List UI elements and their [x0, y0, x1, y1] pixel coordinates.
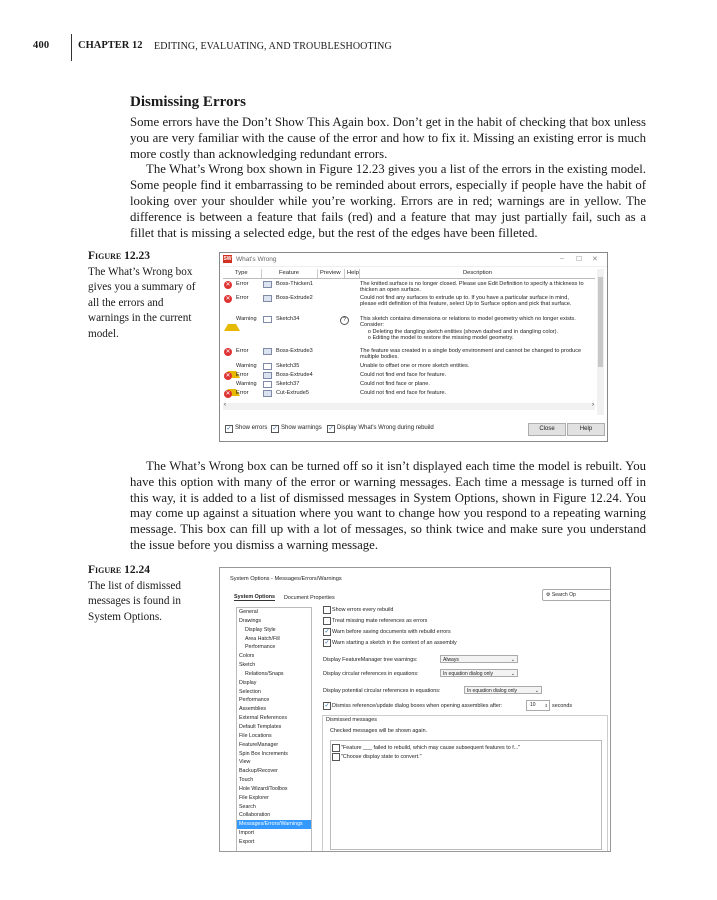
potential-circular-label: Display potential circular references in equations: — [323, 688, 441, 694]
tree-item[interactable]: FeatureManager — [239, 741, 279, 748]
page-number: 400 — [33, 40, 50, 51]
checkbox-checked-icon: ✓ — [272, 426, 278, 432]
maximize-icon[interactable]: ☐ — [576, 256, 583, 263]
row-feature: Cut-Extrude5 — [276, 390, 309, 396]
show-warnings-checkbox[interactable] — [271, 425, 322, 433]
tree-item[interactable]: Touch — [239, 777, 254, 784]
dismissed-messages-heading: Dismissed messages — [326, 717, 377, 723]
figure-12-24-caption-block — [88, 563, 200, 625]
seconds-label: seconds — [552, 703, 573, 709]
vertical-scrollbar[interactable] — [597, 269, 604, 415]
checkbox-label: Show errors — [235, 425, 268, 431]
treat-mate-errors-checkbox[interactable] — [323, 617, 331, 625]
row-description: The knitted surface is no longer closed. Please use Edit Definition to specify a thickness to thicken an open surface. — [360, 281, 584, 294]
tree-item[interactable]: Area Hatch/Fill — [245, 635, 280, 642]
feature-icon — [263, 295, 272, 302]
warn-sketch-assembly-checkbox[interactable]: ✓ — [324, 640, 330, 646]
figure-caption: The What’s Wrong box gives you a summary of all the errors and warnings in the current model. — [88, 265, 196, 340]
potential-circular-dropdown[interactable] — [464, 686, 542, 694]
tree-item[interactable]: Import — [239, 830, 255, 837]
header-divider — [71, 34, 72, 61]
error-icon: ✕ — [225, 296, 231, 302]
help-icon[interactable]: ? — [340, 316, 349, 325]
scroll-left-icon[interactable]: ‹ — [224, 402, 226, 408]
dismissed-message: "Feature ___ failed to rebuild, which may cause subsequent features to f..." — [341, 745, 521, 751]
tree-item[interactable]: Display — [239, 679, 257, 686]
row-description: Unable to offset one or more sketch entities. — [360, 363, 470, 369]
figure-caption: The list of dismissed messages is found in System Options. — [88, 579, 181, 623]
option-label: Warn starting a sketch in the context of an assembly — [332, 640, 457, 646]
dismissed-message: "Choose display state to convert." — [341, 754, 422, 760]
row-type: Error — [236, 295, 249, 301]
search-options-box[interactable] — [542, 589, 611, 601]
tree-item[interactable]: Assemblies — [239, 706, 267, 713]
close-icon[interactable]: ✕ — [592, 256, 598, 263]
checkbox-label: Display What's Wrong during rebuild — [337, 425, 434, 431]
column-type[interactable]: Type — [235, 270, 248, 276]
dialog-title: What's Wrong — [236, 256, 277, 263]
fm-tree-warnings-dropdown[interactable] — [440, 655, 518, 663]
option-label: Show errors every rebuild — [332, 607, 394, 613]
tree-item[interactable]: File Locations — [239, 732, 272, 739]
dismiss-dialog-checkbox[interactable]: ✓ — [324, 703, 330, 709]
paragraph-3: The What’s Wrong box can be turned off so it isn’t displayed each time the model is rebuilt. You have this option with many of the error or warning messages. Each time a message is turned off in this way, it is added to a list of dismissed messages in System Options, shown in Figure 12.24. You may come up against a situation where you want to change how you respond to a repeating warning message. This box can fill up with a lot of messages, so think twice and make sure you understand the issue before you dismiss a warning message. — [130, 459, 646, 552]
column-preview[interactable]: Preview — [320, 270, 341, 276]
fm-tree-warnings-label: Display FeatureManager tree warnings: — [323, 657, 418, 663]
row-feature: Sketch37 — [276, 381, 300, 387]
option-label: Dismiss reference/update dialog boxes when opening assemblies after: — [332, 703, 503, 709]
stepper-value: 10 — [530, 702, 536, 708]
scroll-thumb[interactable] — [598, 277, 603, 367]
chevron-down-icon: ⌄ — [534, 688, 539, 694]
gear-icon: ⚙ — [546, 592, 551, 598]
row-type: Warning — [236, 381, 257, 387]
whats-wrong-dialog — [219, 252, 608, 442]
dropdown-value: In equation dialog only — [467, 688, 518, 694]
tree-item[interactable]: Spin Box Increments — [239, 750, 288, 757]
display-rebuild-checkbox[interactable] — [327, 425, 434, 433]
sketch-icon — [263, 316, 272, 323]
tree-item[interactable]: Hole Wizard/Toolbox — [239, 785, 288, 792]
dismiss-seconds-stepper[interactable] — [526, 700, 550, 711]
dropdown-value: In equation dialog only — [443, 671, 494, 677]
tree-item[interactable]: Search — [239, 803, 256, 810]
close-button[interactable]: Close — [528, 423, 566, 436]
section-title: Dismissing Errors — [130, 94, 246, 110]
row-type: Error — [236, 348, 249, 354]
options-tree — [236, 607, 312, 852]
tree-item[interactable]: Performance — [239, 697, 270, 704]
tree-item-selected[interactable]: Messages/Errors/Warnings — [237, 820, 311, 829]
show-errors-every-rebuild-checkbox[interactable] — [323, 606, 331, 614]
figure-number: Figure 12.24 — [88, 564, 151, 576]
dialog-footer — [223, 423, 603, 437]
dropdown-value: Always — [443, 657, 459, 663]
table-header — [223, 269, 595, 279]
row-feature: Boss-Thicken1 — [276, 281, 313, 287]
tab-document-properties[interactable]: Document Properties — [284, 595, 335, 601]
figure-number: Figure 12.23 — [88, 250, 151, 262]
row-description: Could not find any surfaces to extrude up to. If you have a particular surface in mind, please edit definition of this feature, select Up to Surface option and pick that surface. — [360, 295, 572, 308]
tree-item[interactable]: Performance — [245, 644, 276, 651]
help-button[interactable]: Help — [567, 423, 605, 436]
row-feature: Boss-Extrude3 — [276, 348, 313, 354]
row-type: Error — [236, 281, 249, 287]
dialog-titlebar — [220, 253, 607, 267]
error-icon: ✕ — [225, 373, 231, 379]
row-type: Error — [236, 390, 249, 396]
row-description: Could not find end face for feature. — [360, 372, 447, 378]
feature-icon — [263, 390, 272, 397]
body-block-2 — [130, 459, 646, 554]
show-errors-checkbox[interactable] — [225, 425, 267, 433]
row-feature: Sketch34 — [276, 316, 300, 322]
checked-note: Checked messages will be shown again. — [330, 728, 428, 734]
system-options-dialog — [219, 567, 611, 852]
solidworks-app-icon: SW — [223, 256, 232, 262]
tree-item[interactable]: External References — [239, 715, 287, 722]
row-type: Error — [236, 372, 249, 378]
column-help[interactable]: Help — [347, 270, 359, 276]
error-icon: ✕ — [225, 349, 231, 355]
warn-before-saving-checkbox[interactable]: ✓ — [324, 629, 330, 635]
paragraph-1: Some errors have the Don’t Show This Again box. Don’t get in the habit of checking that box unless you are very familiar with the cause of the error and how to fix it. Missing an existing error is much more costly than acknowledging redundant errors. — [130, 115, 646, 161]
tree-item[interactable]: Collaboration — [239, 812, 271, 819]
horizontal-scrollbar[interactable] — [223, 403, 595, 410]
sketch-icon — [263, 363, 272, 370]
option-label: Warn before saving documents with rebuild errors — [332, 629, 451, 635]
error-icon: ✕ — [225, 391, 231, 397]
row-type: Warning — [236, 363, 257, 369]
circular-refs-label: Display circular references in equations: — [323, 671, 419, 677]
tree-item[interactable]: File Explorer — [239, 794, 269, 801]
tree-item[interactable]: Backup/Recover — [239, 768, 278, 775]
row-type: Warning — [236, 316, 257, 322]
feature-icon — [263, 281, 272, 288]
tree-item[interactable]: General — [239, 609, 258, 615]
sketch-icon — [263, 381, 272, 388]
row-feature: Boss-Extrude2 — [276, 295, 313, 301]
tree-item[interactable]: Selection — [239, 688, 261, 695]
paragraph-2: The What’s Wrong box shown in Figure 12.23 gives you a list of the errors in the existing model. Some people find it embarrassing to be reminded about errors, especially if people have the habit of looking over your shoulder while you’re working. Errors are in red; warnings are in yellow. The difference is between a feature that fails (red) and a feature that may just partially fail, such as a fillet that is missing a selected edge, but the rest of the edges have been filleted. — [130, 162, 646, 240]
tree-item[interactable]: Colors — [239, 653, 255, 660]
dismissed-message-checkbox[interactable] — [332, 753, 340, 761]
checkbox-checked-icon: ✓ — [226, 426, 232, 432]
row-description: The feature was created in a single body environment and cannot be changed to produce multiple bodies. — [360, 348, 582, 361]
column-description[interactable]: Description — [463, 270, 492, 276]
tree-item[interactable]: Default Templates — [239, 723, 282, 730]
tab-system-options[interactable]: System Options — [234, 594, 276, 600]
row-feature: Sketch35 — [276, 363, 300, 369]
row-description: Could not find face or plane. — [360, 381, 430, 387]
chapter-title: EDITING, EVALUATING, AND TROUBLESHOOTING — [154, 41, 392, 52]
chevron-down-icon: ⌄ — [510, 657, 515, 663]
tree-item[interactable]: View — [239, 759, 251, 766]
row-feature: Boss-Extrude4 — [276, 372, 313, 378]
dismissed-message-checkbox[interactable] — [332, 744, 340, 752]
row-description: Could not find end face for feature. — [360, 390, 447, 396]
checkbox-label: Show warnings — [281, 425, 322, 431]
chevron-down-icon: ⌄ — [510, 671, 515, 677]
body-block-1 — [130, 115, 646, 241]
minimize-icon[interactable]: – — [560, 255, 564, 262]
tree-item[interactable]: Sketch — [239, 662, 256, 669]
feature-icon — [263, 348, 272, 355]
feature-icon — [263, 372, 272, 379]
error-icon: ✕ — [225, 282, 231, 288]
circular-refs-dropdown[interactable] — [440, 669, 518, 677]
tree-item[interactable]: Export — [239, 838, 255, 845]
column-feature[interactable]: Feature — [279, 270, 299, 276]
option-label: Treat missing mate references as errors — [332, 618, 428, 624]
chapter-label: CHAPTER 12 — [78, 40, 143, 51]
spin-arrows-icon[interactable]: ⇕ — [544, 703, 548, 708]
checkbox-checked-icon: ✓ — [328, 426, 334, 432]
tree-item[interactable]: Display Style — [245, 626, 276, 633]
figure-12-23-caption-block — [88, 249, 200, 342]
tree-item[interactable]: Drawings — [239, 617, 262, 624]
dialog-title: System Options - Messages/Errors/Warnings — [230, 576, 342, 582]
row-description: This sketch contains dimensions or relations to model geometry which no longer exists. Consider: o Deleting the dangling sketch entities (shown dashed and in dangling color). o Editing the model to restore the missing model geometry. — [360, 316, 576, 342]
scroll-right-icon[interactable]: › — [592, 402, 594, 408]
search-placeholder: Search Op — [551, 592, 576, 598]
tree-item[interactable]: Relations/Snaps — [245, 670, 284, 677]
